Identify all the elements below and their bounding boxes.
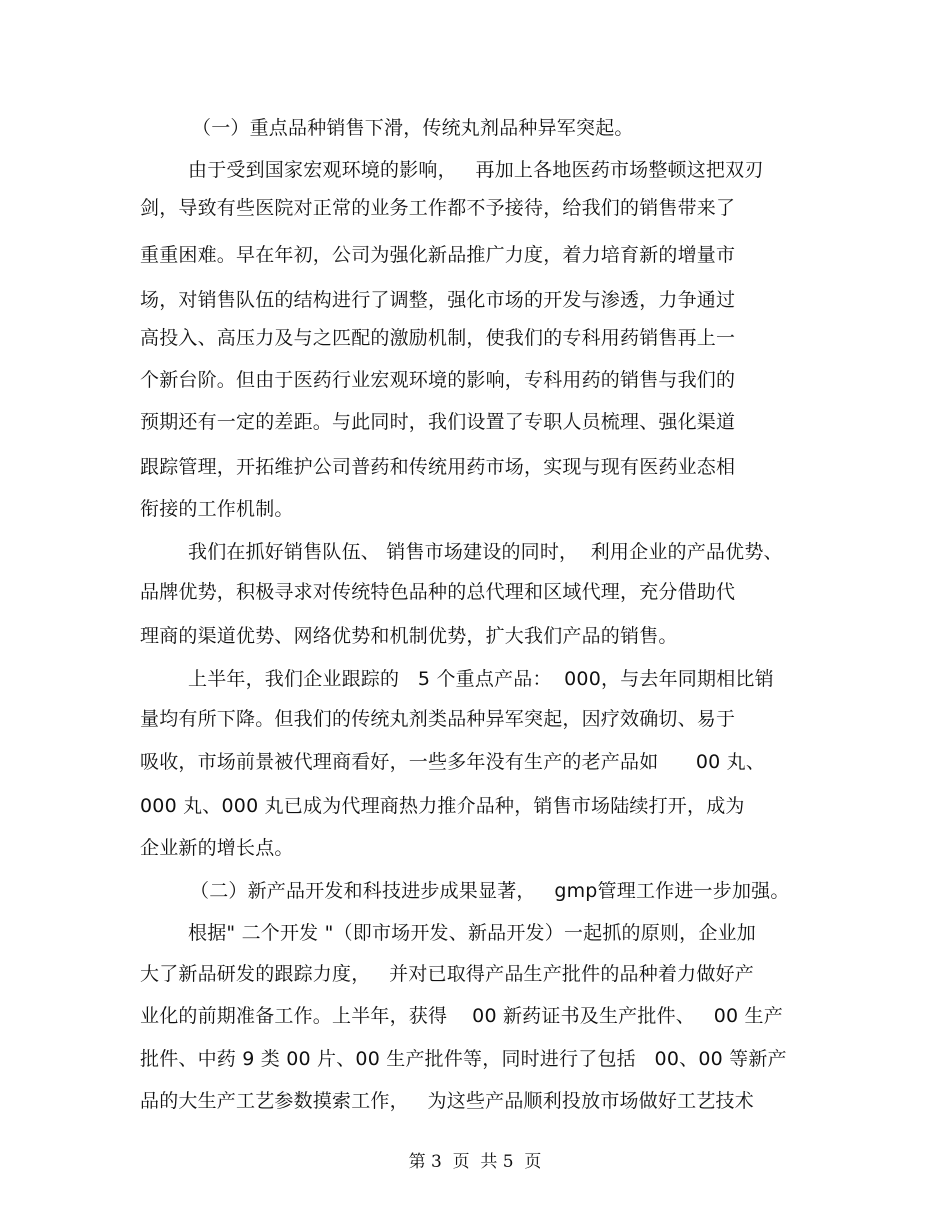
paragraph-line: 跟踪管理，开拓维护公司普药和传统用药市场，实现与现有医药业态相 bbox=[140, 456, 736, 478]
paragraph-line: 业化的前期准备工作。上半年，获得 00 新药证书及生产批件、 00 生产 bbox=[140, 1005, 783, 1027]
heading-section-2: （二）新产品开发和科技进步成果显著， gmp管理工作进一步加强。 bbox=[190, 880, 790, 902]
paragraph-line: 量均有所下降。但我们的传统丸剂类品种异军突起，因疗效确切、易于 bbox=[140, 708, 736, 730]
paragraph-line: 大了新品研发的跟踪力度， 并对已取得产品生产批件的品种着力做好产 bbox=[140, 963, 754, 985]
paragraph-line: 批件、中药 9 类 00 片、00 生产批件等，同时进行了包括 00、00 等新产 bbox=[140, 1048, 787, 1070]
paragraph-line: 个新台阶。但由于医药行业宏观环境的影响，专科用药的销售与我们的 bbox=[140, 369, 736, 391]
paragraph-line: 衔接的工作机制。 bbox=[140, 498, 294, 520]
paragraph-line: 000 丸、000 丸已成为代理商热力推介品种，销售市场陆续打开，成为 bbox=[140, 795, 745, 817]
paragraph-line: 理商的渠道优势、网络优势和机制优势，扩大我们产品的销售。 bbox=[140, 625, 678, 647]
page-footer: 第 3 页 共 5 页 bbox=[408, 1152, 542, 1172]
paragraph-line: 吸收，市场前景被代理商看好，一些多年没有生产的老产品如 00 丸、 bbox=[140, 751, 766, 773]
paragraph-line: 企业新的增长点。 bbox=[140, 837, 294, 859]
heading-section-1: （一）重点品种销售下滑，传统丸剂品种异军突起。 bbox=[192, 117, 634, 139]
paragraph-line: 场，对销售队伍的结构进行了调整，强化市场的开发与渗透，力争通过 bbox=[140, 289, 736, 311]
paragraph-line: 根据" 二个开发 "（即市场开发、新品开发）一起抓的原则，企业加 bbox=[188, 922, 756, 944]
paragraph-line: 重重困难。早在年初，公司为强化新品推广力度，着力培育新的增量市 bbox=[140, 244, 736, 266]
paragraph-line: 我们在抓好销售队伍、 销售市场建设的同时， 利用企业的产品优势、 bbox=[188, 541, 783, 563]
paragraph-line: 高投入、高压力及与之匹配的激励机制，使我们的专科用药销售再上一 bbox=[140, 327, 736, 349]
paragraph-line: 剑，导致有些医院对正常的业务工作都不予接待，给我们的销售带来了 bbox=[140, 197, 736, 219]
paragraph-line: 预期还有一定的差距。与此同时，我们设置了专职人员梳理、强化渠道 bbox=[140, 411, 736, 433]
paragraph-line: 上半年，我们企业跟踪的 5 个重点产品： 000，与去年同期相比销 bbox=[188, 668, 774, 690]
paragraph-line: 由于受到国家宏观环境的影响， 再加上各地医药市场整顿这把双刃 bbox=[188, 159, 764, 181]
paragraph-line: 品的大生产工艺参数摸索工作， 为这些产品顺利投放市场做好工艺技术 bbox=[140, 1090, 754, 1112]
paragraph-line: 品牌优势，积极寻求对传统特色品种的总代理和区域代理，充分借助代 bbox=[140, 581, 736, 603]
